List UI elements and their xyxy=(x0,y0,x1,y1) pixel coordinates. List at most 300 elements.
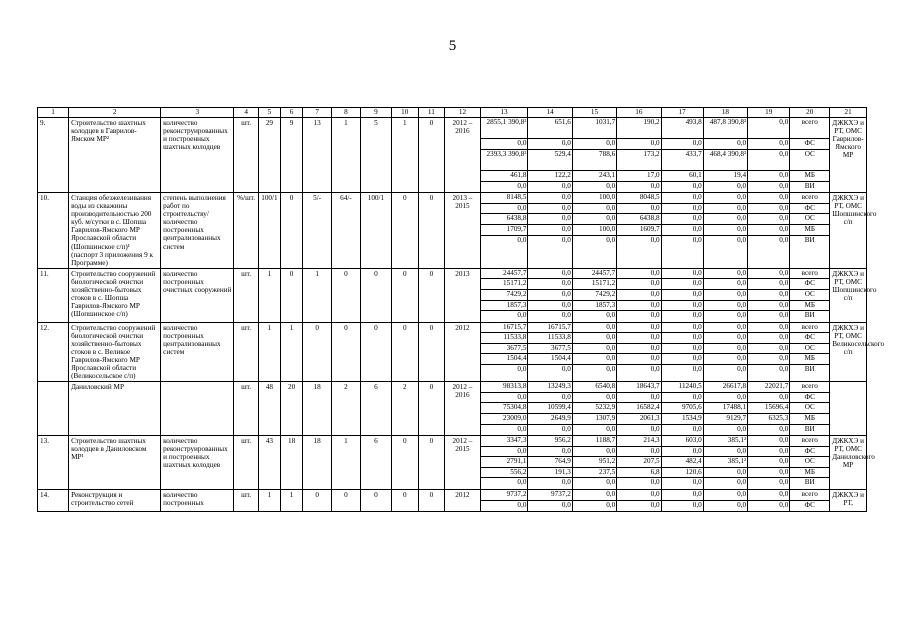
indicator: количество реконструированных и построенных шахтных колодцев xyxy=(161,118,234,193)
funding-amount: 0,0 xyxy=(704,323,747,334)
indicator-value: 18 xyxy=(303,382,332,436)
funding-source: ОС xyxy=(790,403,829,414)
funding-amount: 0,0 xyxy=(704,204,747,215)
column-number: 6 xyxy=(281,108,303,118)
funding-amount-cell xyxy=(480,322,528,381)
funding-amount: 1504,4 xyxy=(481,354,528,365)
funding-amount-cell xyxy=(572,322,616,381)
funding-source: ФС xyxy=(790,139,829,150)
funding-source: МБ xyxy=(790,354,829,365)
funding-amount: 0,0 xyxy=(617,279,660,290)
column-number: 19 xyxy=(748,108,790,118)
funding-source: ФС xyxy=(790,333,829,344)
funding-amount: 207,5 xyxy=(617,457,660,468)
funding-amount: 0,0 xyxy=(704,490,747,501)
funding-amount: 0,0 xyxy=(704,193,747,204)
funding-source: ОС xyxy=(790,344,829,355)
funding-source: МБ xyxy=(790,468,829,479)
funding-amount: 0,0 xyxy=(748,468,789,479)
funding-amount: 0,0 xyxy=(662,269,703,280)
funding-amount: 0,0 xyxy=(748,490,789,501)
funding-source-cell xyxy=(790,322,830,381)
indicator-value: 0 xyxy=(418,118,445,193)
funding-amount: 10599,4 xyxy=(528,403,571,414)
funding-amount: 0,0 xyxy=(528,301,571,312)
funding-source-cell xyxy=(790,193,830,269)
funding-amount: 0,0 xyxy=(481,204,528,215)
executor: ДЖКХЭ и РТ, ОМС Шопшинского с/п xyxy=(830,268,867,322)
funding-amount: 0,0 xyxy=(573,344,616,355)
funding-amount: 5232,9 xyxy=(573,403,616,414)
indicator-value: 1 xyxy=(281,322,303,381)
executor: ДЖКХЭ и РТ, ОМС Гаврилов-Ямского МР xyxy=(830,118,867,193)
funding-source-cell xyxy=(790,436,830,490)
activity-name: Строительство сооружений биологической очистки хозяйственно-бытовых стоков в с. Великое Гаврилов-Ямского МР Ярославской области (Великосельское с/п) xyxy=(69,322,161,381)
row-number: 13. xyxy=(38,436,69,490)
funding-amount: 0,0 xyxy=(606,311,616,320)
funding-source: ВИ xyxy=(804,478,815,487)
funding-amount: 19,4 xyxy=(704,171,747,182)
funding-amount-cell xyxy=(617,436,661,490)
funding-amount-cell xyxy=(703,118,747,193)
funding-amount: 0,0 xyxy=(704,279,747,290)
funding-amount: 0,0 xyxy=(779,311,789,320)
funding-amount: 433,7 xyxy=(662,150,703,171)
funding-amount: 16582,4 xyxy=(617,403,660,414)
funding-amount: 0,0 xyxy=(606,424,616,433)
funding-amount-cell xyxy=(528,268,572,322)
column-number: 7 xyxy=(303,108,332,118)
funding-amount: 0,0 xyxy=(650,478,660,487)
funding-amount-cell xyxy=(617,268,661,322)
funding-amount: 0,0 xyxy=(662,214,703,225)
funding-amount: 0,0 xyxy=(573,204,616,215)
funding-amount: 0,0 xyxy=(650,500,660,509)
funding-amount: 0,0 xyxy=(617,333,660,344)
funding-amount: 0,0 xyxy=(606,181,616,190)
funding-amount: 0,0 xyxy=(528,139,571,150)
funding-amount: 764,9 xyxy=(528,457,571,468)
executor: ДЖКХЭ и РТ, ОМС Даниловского МР xyxy=(830,436,867,490)
funding-amount: 0,0 xyxy=(737,181,747,190)
executor xyxy=(830,382,867,436)
funding-amount: 0,0 xyxy=(748,269,789,280)
column-number: 18 xyxy=(703,108,747,118)
indicator-value: 1 xyxy=(258,322,280,381)
column-number: 13 xyxy=(480,108,528,118)
funding-amount: 7429,2 xyxy=(573,290,616,301)
funding-amount: 0,0 xyxy=(737,500,747,509)
indicator-value: 9 xyxy=(281,118,303,193)
row-number: 14. xyxy=(38,490,69,512)
indicator-value: 2 xyxy=(391,382,418,436)
column-number: 14 xyxy=(528,108,572,118)
column-number: 10 xyxy=(391,108,418,118)
funding-amount: 0,0 xyxy=(617,344,660,355)
unit: %/шт. xyxy=(234,193,258,269)
funding-amount: 0,0 xyxy=(650,365,660,374)
funding-amount: 0,0 xyxy=(528,393,571,404)
funding-amount: 9737,2 xyxy=(528,490,571,501)
funding-amount: 191,3 xyxy=(528,468,571,479)
unit: шт. xyxy=(234,118,258,193)
indicator-value: 0 xyxy=(418,193,445,269)
funding-source: всего xyxy=(790,193,829,204)
funding-amount-cell xyxy=(617,382,661,436)
funding-amount: 0,0 xyxy=(737,365,747,374)
funding-amount: 0,0 xyxy=(748,447,789,458)
funding-amount: 0,0 xyxy=(650,424,660,433)
funding-amount-cell xyxy=(703,322,747,381)
column-number: 3 xyxy=(161,108,234,118)
funding-amount: 6540,8 xyxy=(573,382,616,393)
funding-amount: 0,0 xyxy=(748,150,789,171)
indicator-value: 0 xyxy=(391,268,418,322)
funding-amount: 24457,7 xyxy=(481,269,528,280)
funding-amount: 22021,7 xyxy=(748,382,789,393)
funding-amount: 6438,8 xyxy=(617,214,660,225)
funding-amount: 0,0 xyxy=(481,393,528,404)
indicator-value: 1 xyxy=(258,490,280,512)
funding-amount-cell xyxy=(528,118,572,193)
funding-amount: 0,0 xyxy=(779,235,789,244)
funding-amount: 0,0 xyxy=(662,225,703,236)
funding-amount-cell xyxy=(572,436,616,490)
funding-amount: 0,0 xyxy=(748,323,789,334)
funding-amount: 214,3 xyxy=(617,436,660,447)
funding-amount: 0,0 xyxy=(561,365,571,374)
funding-amount: 0,0 xyxy=(573,323,616,334)
funding-amount: 1504,4 xyxy=(528,354,571,365)
table-row xyxy=(38,193,867,269)
indicator-value: 100/1 xyxy=(360,193,391,269)
funding-amount: 0,0 xyxy=(779,500,789,509)
funding-amount: 1857,3 xyxy=(481,301,528,312)
funding-amount-cell xyxy=(480,268,528,322)
funding-amount-cell xyxy=(528,322,572,381)
funding-amount: 556,2 xyxy=(481,468,528,479)
indicator-value: 0 xyxy=(303,490,332,512)
funding-amount: 651,6 xyxy=(528,118,571,139)
activity-name: Строительство шахтных колодцев в Гаврилов-Ямском МР² xyxy=(69,118,161,193)
period: 2012 – 2016 xyxy=(445,382,481,436)
funding-amount: 9737,2 xyxy=(481,490,528,501)
row-number: 9. xyxy=(38,118,69,193)
funding-source-cell xyxy=(790,382,830,436)
funding-amount: 0,0 xyxy=(606,500,616,509)
funding-amount: 0,0 xyxy=(528,279,571,290)
funding-amount: 0,0 xyxy=(561,181,571,190)
funding-amount-cell xyxy=(703,382,747,436)
funding-source: ФС xyxy=(790,204,829,215)
funding-amount: 385,1² xyxy=(704,457,747,468)
funding-amount: 0,0 xyxy=(748,225,789,236)
funding-amount-cell xyxy=(572,193,616,269)
indicator-value: 0 xyxy=(418,382,445,436)
period: 2012 xyxy=(445,322,481,381)
funding-amount-cell xyxy=(572,490,616,512)
row-number: 11. xyxy=(38,268,69,322)
indicator-value: 0 xyxy=(418,268,445,322)
funding-amount-cell xyxy=(572,118,616,193)
funding-amount: 1188,7 xyxy=(573,436,616,447)
funding-amount: 18643,7 xyxy=(617,382,660,393)
funding-amount-cell xyxy=(748,322,790,381)
funding-amount: 60,1 xyxy=(662,171,703,182)
funding-source: МБ xyxy=(790,301,829,312)
activity-name: Строительство сооружений биологической очистки хозяйственно-бытовых стоков в с. Шопша Гаврилов-Ямского МР (Шопшинское с/п) xyxy=(69,268,161,322)
indicator-value: 0 xyxy=(391,193,418,269)
funding-amount: 15171,2 xyxy=(481,279,528,290)
funding-amount-cell xyxy=(572,268,616,322)
indicator-value: 20 xyxy=(281,382,303,436)
indicator-value: 0 xyxy=(391,490,418,512)
indicator-value: 1 xyxy=(332,436,361,490)
funding-amount: 17488,1 xyxy=(704,403,747,414)
funding-amount-cell xyxy=(528,193,572,269)
funding-amount-cell xyxy=(703,436,747,490)
activity-name: Строительство шахтных колодцев в Даниловском МР¹ xyxy=(69,436,161,490)
funding-amount: 3347,3 xyxy=(481,436,528,447)
funding-amount: 0,0 xyxy=(606,235,616,244)
funding-amount-cell xyxy=(528,490,572,512)
funding-amount: 0,0 xyxy=(692,500,702,509)
funding-amount: 385,1² xyxy=(704,436,747,447)
funding-amount: 0,0 xyxy=(748,457,789,468)
funding-amount: 0,0 xyxy=(617,139,660,150)
indicator-value: 1 xyxy=(281,490,303,512)
funding-amount: 0,0 xyxy=(662,393,703,404)
period: 2012 – 2016 xyxy=(445,118,481,193)
funding-amount: 237,5 xyxy=(573,468,616,479)
funding-source: ОС xyxy=(790,150,829,171)
funding-source: ФС xyxy=(790,393,829,404)
column-number: 5 xyxy=(258,108,280,118)
funding-amount: 1307,9 xyxy=(573,414,616,425)
funding-amount: 0,0 xyxy=(692,365,702,374)
indicator-value: 100/1 xyxy=(258,193,280,269)
funding-amount-cell xyxy=(572,382,616,436)
funding-amount: 0,0 xyxy=(662,193,703,204)
indicator-value: 0 xyxy=(418,322,445,381)
funding-amount: 0,0 xyxy=(573,214,616,225)
period: 2012 xyxy=(445,490,481,512)
indicator-value: 0 xyxy=(360,322,391,381)
funding-amount: 0,0 xyxy=(606,478,616,487)
funding-amount: 0,0 xyxy=(662,323,703,334)
activity-name: Реконструкция и строительство сетей xyxy=(69,490,161,512)
funding-amount: 0,0 xyxy=(617,447,660,458)
unit: шт. xyxy=(234,436,258,490)
funding-amount: 956,2 xyxy=(528,436,571,447)
funding-amount: 6,8 xyxy=(617,468,660,479)
funding-amount: 0,0 xyxy=(704,333,747,344)
funding-amount-cell xyxy=(617,193,661,269)
funding-amount: 0,0 xyxy=(662,447,703,458)
funding-amount: 15171,2 xyxy=(573,279,616,290)
indicator-value: 48 xyxy=(258,382,280,436)
funding-amount: 0,0 xyxy=(528,269,571,280)
funding-source: МБ xyxy=(790,414,829,425)
funding-amount: 461,8 xyxy=(481,171,528,182)
funding-source: ВИ xyxy=(804,235,815,244)
funding-amount-cell xyxy=(617,118,661,193)
funding-amount: 0,0 xyxy=(517,478,527,487)
indicator-value: 6 xyxy=(360,436,391,490)
funding-amount: 0,0 xyxy=(704,344,747,355)
funding-amount: 0,0 xyxy=(528,193,571,204)
funding-amount: 0,0 xyxy=(617,354,660,365)
indicator-value: 0 xyxy=(281,268,303,322)
funding-amount: 0,0 xyxy=(748,354,789,365)
funding-amount: 0,0 xyxy=(662,290,703,301)
indicator-value: 0 xyxy=(391,322,418,381)
table-row xyxy=(38,322,867,381)
funding-amount: 951,2 xyxy=(573,457,616,468)
funding-amount-cell xyxy=(617,322,661,381)
funding-amount-cell xyxy=(480,436,528,490)
funding-amount-cell xyxy=(480,118,528,193)
funding-amount: 0,0 xyxy=(573,393,616,404)
indicator-value: 1 xyxy=(391,118,418,193)
funding-source: всего xyxy=(790,382,829,393)
funding-amount: 98313,8 xyxy=(481,382,528,393)
funding-amount-cell xyxy=(480,382,528,436)
funding-amount: 0,0 xyxy=(662,490,703,501)
funding-amount: 0,0 xyxy=(650,311,660,320)
funding-amount: 0,0 xyxy=(748,344,789,355)
funding-amount: 468,4 390,8² xyxy=(704,150,747,171)
funding-amount-cell xyxy=(748,118,790,193)
funding-amount: 0,0 xyxy=(650,181,660,190)
column-number: 17 xyxy=(661,108,703,118)
indicator-value: 0 xyxy=(360,490,391,512)
executor: ДЖКХЭ и РТ, xyxy=(830,490,867,512)
funding-amount-cell xyxy=(661,322,703,381)
funding-amount: 2649,9 xyxy=(528,414,571,425)
funding-amount: 0,0 xyxy=(517,181,527,190)
funding-amount: 0,0 xyxy=(692,181,702,190)
column-number: 1 xyxy=(38,108,69,118)
row-number xyxy=(38,382,69,436)
funding-amount: 0,0 xyxy=(517,311,527,320)
funding-amount-cell xyxy=(661,382,703,436)
program-table xyxy=(37,107,885,512)
funding-amount: 0,0 xyxy=(662,333,703,344)
funding-amount: 24457,7 xyxy=(573,269,616,280)
funding-amount: 487,8 390,8² xyxy=(704,118,747,139)
funding-amount: 11533,8 xyxy=(481,333,528,344)
funding-amount: 0,0 xyxy=(573,333,616,344)
indicator-value: 43 xyxy=(258,436,280,490)
funding-source: ФС xyxy=(804,500,815,509)
indicator-value: 0 xyxy=(281,193,303,269)
funding-amount: 0,0 xyxy=(704,214,747,225)
funding-amount: 11533,8 xyxy=(528,333,571,344)
indicator-value: 0 xyxy=(303,322,332,381)
funding-amount: 0,0 xyxy=(617,290,660,301)
funding-amount: 243,1 xyxy=(573,171,616,182)
column-number-row xyxy=(38,108,867,118)
funding-amount-cell xyxy=(480,490,528,512)
funding-amount: 0,0 xyxy=(517,365,527,374)
funding-amount: 0,0 xyxy=(617,490,660,501)
funding-amount-cell xyxy=(703,193,747,269)
table-row xyxy=(38,436,867,490)
indicator: количество построенных очистных сооружений xyxy=(161,268,234,322)
column-number: 15 xyxy=(572,108,616,118)
indicator-value: 64/- xyxy=(332,193,361,269)
funding-amount-cell xyxy=(703,268,747,322)
funding-amount: 0,0 xyxy=(573,490,616,501)
funding-amount-cell xyxy=(661,193,703,269)
funding-amount: 0,0 xyxy=(692,311,702,320)
funding-amount-cell xyxy=(480,193,528,269)
funding-source: всего xyxy=(790,490,829,501)
funding-amount: 0,0 xyxy=(692,235,702,244)
funding-amount: 17,0 xyxy=(617,171,660,182)
funding-amount: 100,0 xyxy=(573,193,616,204)
funding-amount: 1534,9 xyxy=(662,414,703,425)
indicator-value: 0 xyxy=(418,436,445,490)
funding-amount: 0,0 xyxy=(704,290,747,301)
funding-source-cell xyxy=(790,118,830,193)
funding-amount: 603,0 xyxy=(662,436,703,447)
funding-source: ОС xyxy=(790,457,829,468)
column-number: 21 xyxy=(830,108,867,118)
funding-amount: 0,0 xyxy=(573,139,616,150)
indicator-value: 18 xyxy=(281,436,303,490)
funding-amount: 0,0 xyxy=(662,139,703,150)
funding-amount: 0,0 xyxy=(528,447,571,458)
column-number: 4 xyxy=(234,108,258,118)
funding-amount: 0,0 xyxy=(617,323,660,334)
funding-source: ФС xyxy=(790,279,829,290)
funding-amount: 0,0 xyxy=(748,393,789,404)
funding-amount: 190,2 xyxy=(617,118,660,139)
funding-amount-cell xyxy=(661,436,703,490)
funding-amount: 0,0 xyxy=(481,447,528,458)
indicator: количество реконструированных и построенных шахтных колодцев xyxy=(161,436,234,490)
funding-amount-cell xyxy=(748,436,790,490)
funding-amount: 0,0 xyxy=(561,235,571,244)
funding-amount: 0,0 xyxy=(528,225,571,236)
funding-amount: 1857,3 xyxy=(573,301,616,312)
funding-source: ОС xyxy=(790,214,829,225)
indicator-value: 1 xyxy=(303,268,332,322)
funding-amount: 0,0 xyxy=(617,301,660,312)
funding-amount: 0,0 xyxy=(748,204,789,215)
funding-amount: 26617,8 xyxy=(704,382,747,393)
funding-source: МБ xyxy=(790,225,829,236)
funding-amount: 0,0 xyxy=(573,354,616,365)
funding-amount: 0,0 xyxy=(737,311,747,320)
column-number: 2 xyxy=(69,108,161,118)
indicator: степень выполнения работ по строительству/ количество построенных централизованных систем xyxy=(161,193,234,269)
funding-source: всего xyxy=(790,436,829,447)
indicator-value: 6 xyxy=(360,382,391,436)
funding-amount-cell xyxy=(661,490,703,512)
indicator-value: 0 xyxy=(391,436,418,490)
funding-amount: 0,0 xyxy=(617,269,660,280)
funding-amount: 0,0 xyxy=(704,354,747,365)
indicator: количество построенных централизованных систем xyxy=(161,322,234,381)
funding-amount: 75304,8 xyxy=(481,403,528,414)
funding-amount: 482,4 xyxy=(662,457,703,468)
indicator-value: 1 xyxy=(332,118,361,193)
funding-amount: 11240,5 xyxy=(662,382,703,393)
funding-source: всего xyxy=(790,118,829,139)
